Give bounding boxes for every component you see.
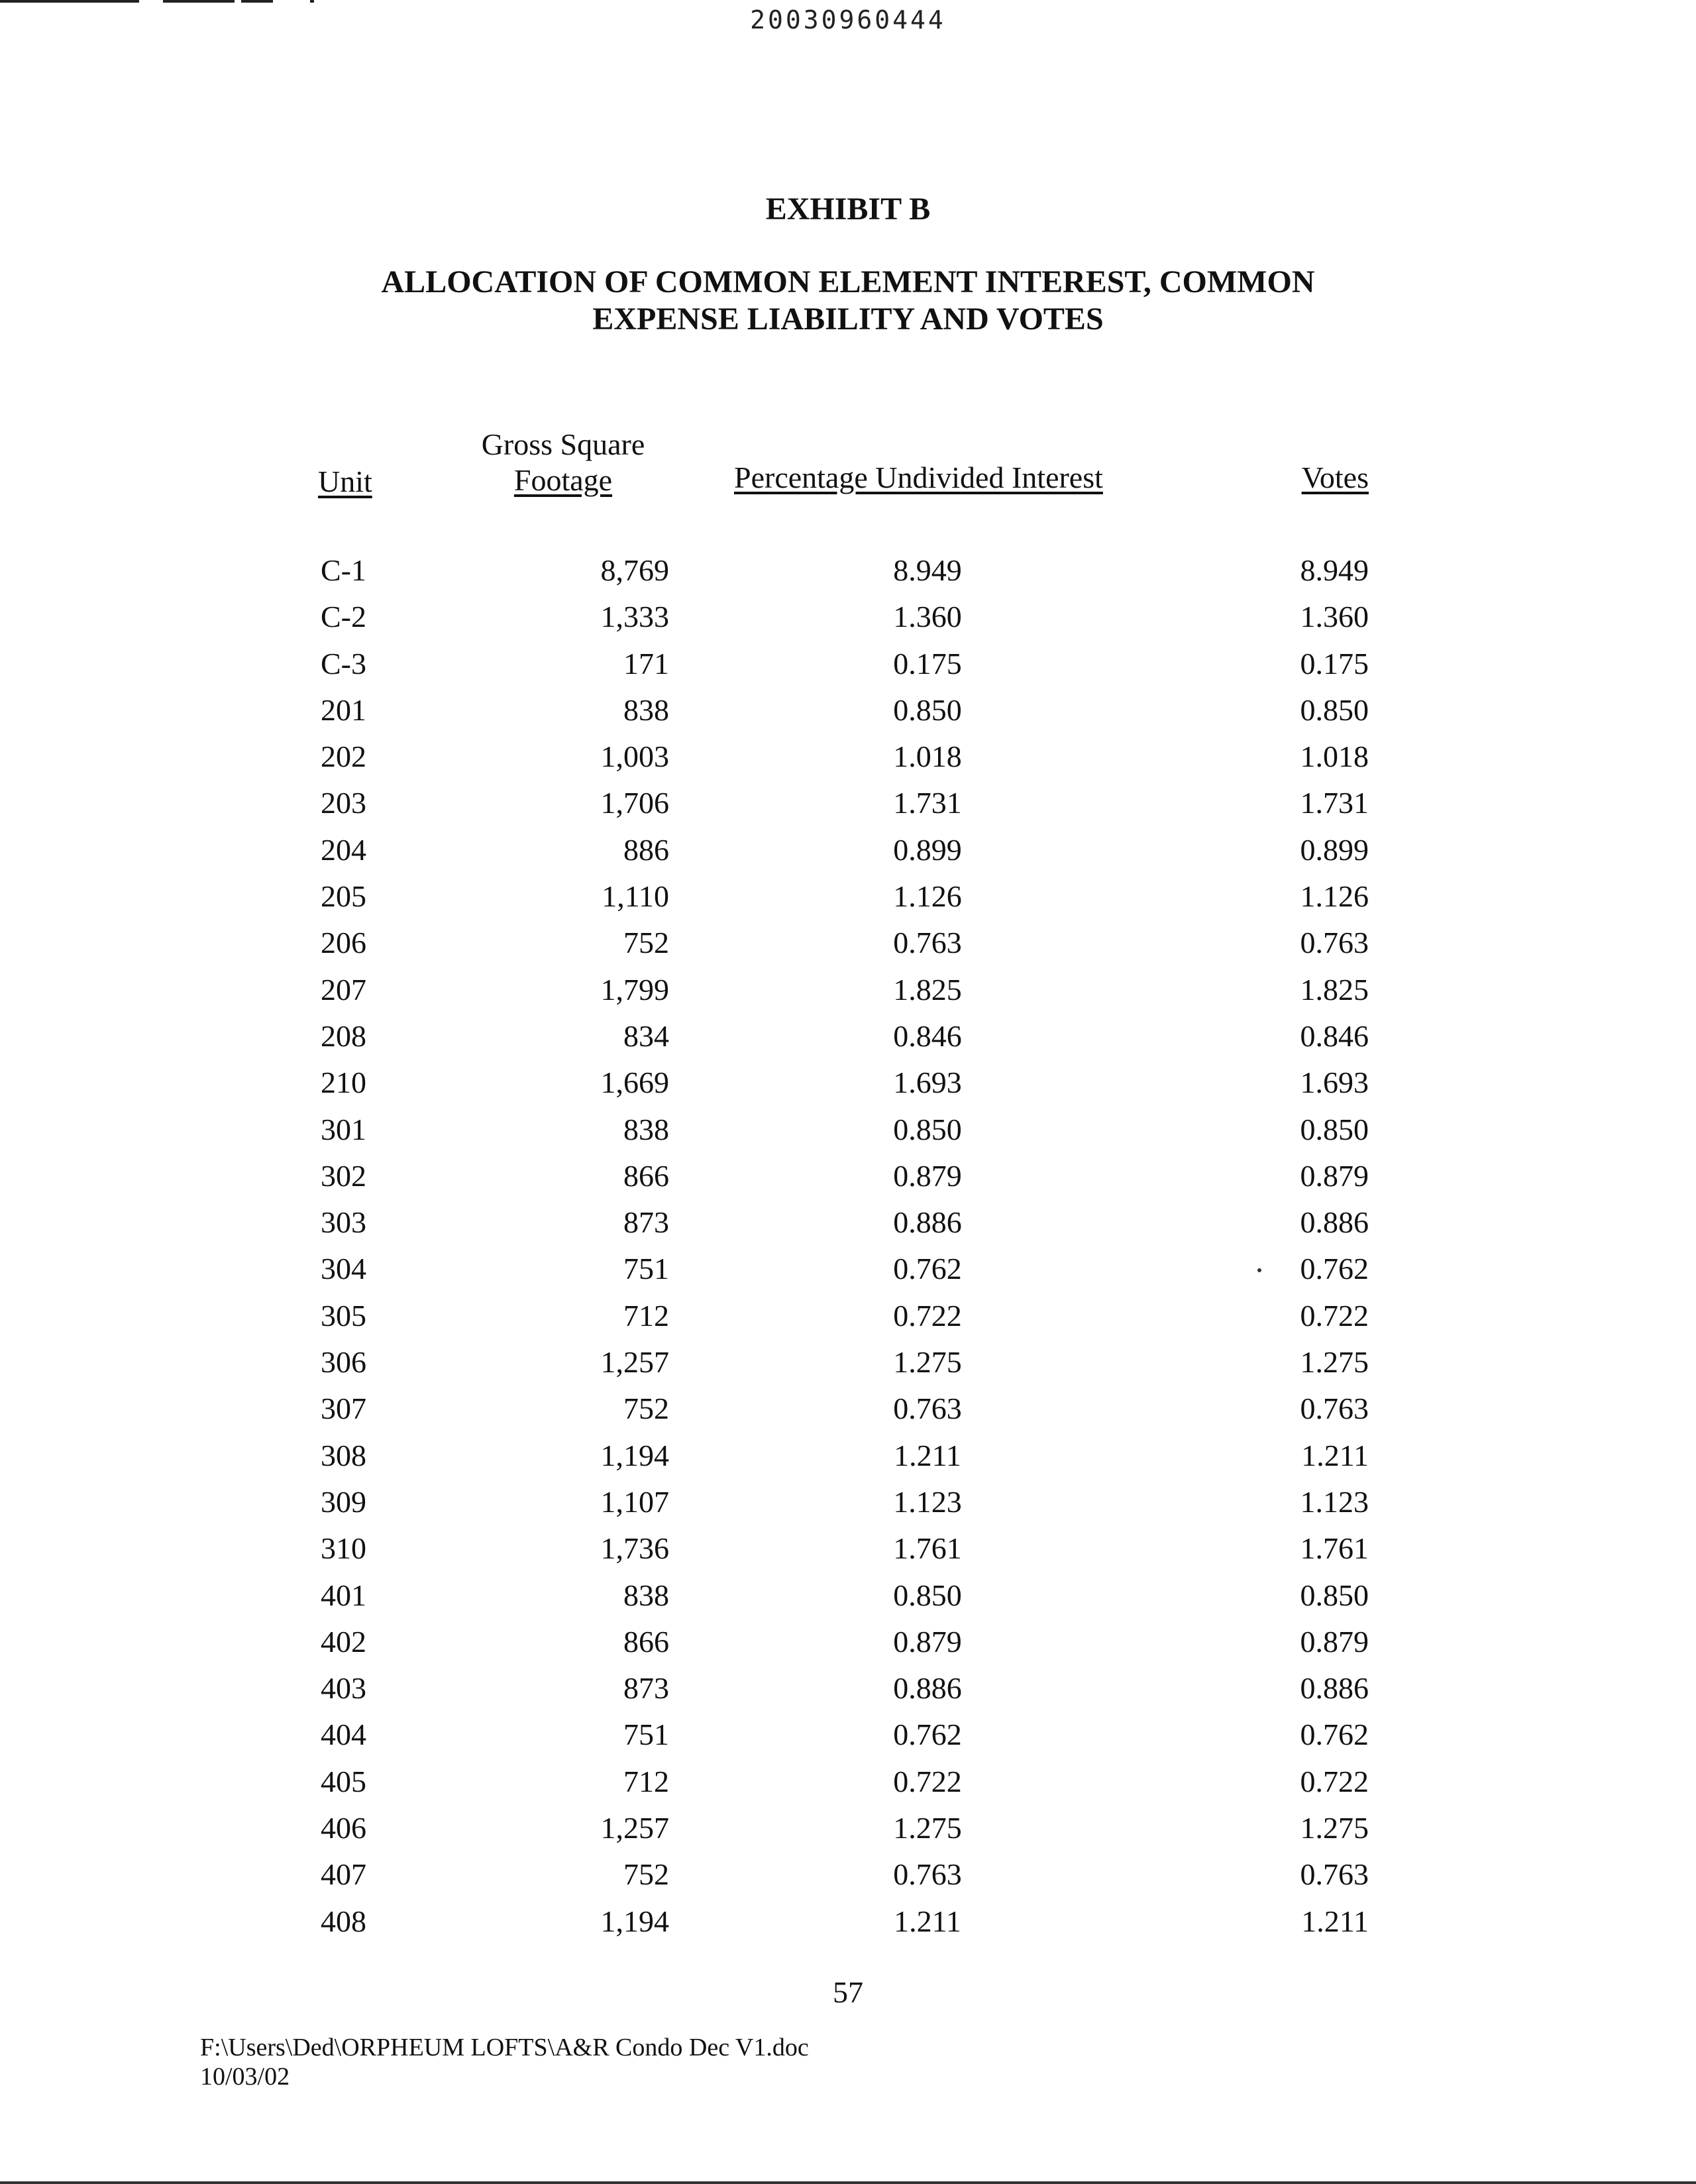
subtitle-line-2: EXPENSE LIABILITY AND VOTES — [592, 301, 1104, 337]
unit-cell: 201 — [321, 692, 366, 727]
percentage-cell: 1.275 — [893, 1811, 962, 1845]
votes-cell: 0.850 — [1300, 1578, 1369, 1612]
unit-cell: 401 — [321, 1578, 366, 1612]
votes-cell: 0.846 — [1300, 1018, 1369, 1053]
votes-cell: 0.886 — [1300, 1671, 1369, 1706]
exhibit-subtitle — [0, 264, 1696, 338]
votes-cell: 0.879 — [1300, 1158, 1369, 1193]
square-footage-cell: 752 — [623, 1392, 669, 1426]
unit-cell: 205 — [321, 879, 366, 914]
scan-artifact-bottom-rule — [0, 2181, 1696, 2184]
percentage-cell: 0.886 — [893, 1205, 962, 1240]
votes-cell: 1.211 — [1301, 1438, 1369, 1472]
percentage-cell: 0.763 — [893, 1392, 962, 1426]
square-footage-cell: 834 — [623, 1018, 669, 1053]
square-footage-cell: 751 — [623, 1252, 669, 1286]
footer-date: 10/03/02 — [200, 2063, 290, 2091]
column-header-votes: Votes — [1301, 461, 1369, 494]
square-footage-cell: 1,257 — [600, 1345, 669, 1380]
table-row — [0, 1578, 1696, 1624]
percentage-cell: 0.899 — [893, 832, 962, 867]
unit-cell: 303 — [321, 1205, 366, 1240]
table-row — [0, 599, 1696, 645]
scan-artifact-rule — [241, 0, 273, 3]
scan-speck — [1257, 1268, 1261, 1272]
table-row — [0, 553, 1696, 599]
footer-file-path: F:\Users\Ded\ORPHEUM LOFTS\A&R Condo Dec V1.doc — [200, 2034, 809, 2061]
percentage-cell: 0.850 — [893, 1578, 962, 1612]
unit-cell: 208 — [321, 1018, 366, 1053]
square-footage-cell: 712 — [623, 1298, 669, 1333]
table-row — [0, 1810, 1696, 1857]
unit-cell: 407 — [321, 1857, 366, 1892]
unit-cell: 210 — [321, 1065, 366, 1100]
unit-cell: 204 — [321, 832, 366, 867]
percentage-cell: 1.018 — [893, 739, 962, 774]
unit-cell: 405 — [321, 1764, 366, 1798]
votes-cell: 0.175 — [1300, 646, 1369, 681]
table-row — [0, 1670, 1696, 1717]
unit-cell: 203 — [321, 786, 366, 820]
percentage-cell: 0.879 — [893, 1158, 962, 1193]
votes-cell: 0.763 — [1300, 1857, 1369, 1892]
table-row — [0, 972, 1696, 1018]
square-footage-cell: 1,799 — [600, 972, 669, 1007]
percentage-cell: 0.850 — [893, 1112, 962, 1146]
votes-cell: 0.886 — [1300, 1205, 1369, 1240]
square-footage-cell: 1,110 — [602, 879, 669, 914]
square-footage-cell: 866 — [623, 1624, 669, 1659]
square-footage-cell: 752 — [623, 1857, 669, 1892]
votes-cell: 1.761 — [1300, 1531, 1369, 1566]
unit-cell: 408 — [321, 1904, 366, 1938]
scan-artifact-rule — [310, 0, 314, 3]
unit-cell: 403 — [321, 1671, 366, 1706]
votes-cell: 1.211 — [1301, 1904, 1369, 1938]
votes-cell: 1.018 — [1300, 739, 1369, 774]
table-row — [0, 1344, 1696, 1391]
scan-artifact-rule — [163, 0, 235, 3]
percentage-cell: 8.949 — [893, 553, 962, 587]
unit-cell: C-2 — [321, 600, 366, 634]
square-footage-cell: 838 — [623, 1112, 669, 1146]
unit-cell: C-3 — [321, 646, 366, 681]
square-footage-cell: 886 — [623, 832, 669, 867]
unit-cell: 304 — [321, 1252, 366, 1286]
square-footage-cell: 712 — [623, 1764, 669, 1798]
votes-cell: 0.763 — [1300, 926, 1369, 960]
unit-cell: 206 — [321, 926, 366, 960]
square-footage-cell: 873 — [623, 1671, 669, 1706]
percentage-cell: 0.846 — [893, 1018, 962, 1053]
votes-cell: 0.850 — [1300, 692, 1369, 727]
votes-cell: 0.879 — [1300, 1624, 1369, 1659]
column-header-gross-square-footage — [464, 427, 662, 498]
table-row — [0, 739, 1696, 785]
square-footage-cell: 1,669 — [600, 1065, 669, 1100]
table-row — [0, 1764, 1696, 1810]
percentage-cell: 1.211 — [894, 1904, 961, 1938]
table-row — [0, 1438, 1696, 1484]
votes-cell: 1.693 — [1300, 1065, 1369, 1100]
votes-cell: 0.899 — [1300, 832, 1369, 867]
square-footage-cell: 873 — [623, 1205, 669, 1240]
percentage-cell: 0.763 — [893, 926, 962, 960]
percentage-cell: 1.126 — [893, 879, 962, 914]
percentage-cell: 0.879 — [893, 1624, 962, 1659]
percentage-cell: 0.762 — [893, 1252, 962, 1286]
table-row — [0, 1158, 1696, 1205]
votes-cell: 0.763 — [1300, 1392, 1369, 1426]
table-row — [0, 1531, 1696, 1577]
unit-cell: 302 — [321, 1158, 366, 1193]
percentage-cell: 0.722 — [893, 1298, 962, 1333]
percentage-cell: 0.850 — [893, 692, 962, 727]
table-row — [0, 1857, 1696, 1903]
table-row — [0, 1484, 1696, 1531]
table-row — [0, 1717, 1696, 1763]
table-row — [0, 1112, 1696, 1158]
square-footage-cell: 1,194 — [600, 1438, 669, 1472]
percentage-cell: 1.693 — [893, 1065, 962, 1100]
column-header-unit: Unit — [318, 464, 372, 498]
percentage-cell: 0.175 — [893, 646, 962, 681]
unit-cell: 305 — [321, 1298, 366, 1333]
table-row — [0, 1018, 1696, 1065]
table-row — [0, 1205, 1696, 1251]
table-row — [0, 1251, 1696, 1297]
unit-cell: 309 — [321, 1484, 366, 1519]
unit-cell: 308 — [321, 1438, 366, 1472]
unit-cell: 301 — [321, 1112, 366, 1146]
square-footage-cell: 751 — [623, 1718, 669, 1752]
table-row — [0, 1904, 1696, 1950]
percentage-cell: 0.722 — [893, 1764, 962, 1798]
exhibit-title: EXHIBIT B — [765, 191, 931, 227]
table-row — [0, 1065, 1696, 1111]
table-row — [0, 925, 1696, 971]
percentage-cell: 1.275 — [893, 1345, 962, 1380]
footer — [200, 2033, 809, 2091]
table-row — [0, 785, 1696, 832]
square-footage-cell: 1,333 — [600, 600, 669, 634]
percentage-cell: 0.763 — [893, 1857, 962, 1892]
percentage-cell: 1.360 — [893, 600, 962, 634]
votes-cell: 8.949 — [1300, 553, 1369, 587]
square-footage-cell: 171 — [623, 646, 669, 681]
votes-cell: 0.762 — [1300, 1718, 1369, 1752]
unit-cell: 307 — [321, 1392, 366, 1426]
square-footage-cell: 1,706 — [600, 786, 669, 820]
square-footage-cell: 1,194 — [600, 1904, 669, 1938]
votes-cell: 1.275 — [1300, 1345, 1369, 1380]
square-footage-cell: 1,736 — [600, 1531, 669, 1566]
percentage-cell: 1.761 — [893, 1531, 962, 1566]
votes-cell: 0.722 — [1300, 1764, 1369, 1798]
square-footage-cell: 1,107 — [600, 1484, 669, 1519]
percentage-cell: 1.825 — [893, 972, 962, 1007]
percentage-cell: 1.731 — [893, 786, 962, 820]
votes-cell: 1.126 — [1300, 879, 1369, 914]
unit-cell: 404 — [321, 1718, 366, 1752]
votes-cell: 1.731 — [1300, 786, 1369, 820]
votes-cell: 0.722 — [1300, 1298, 1369, 1333]
table-row — [0, 1298, 1696, 1344]
percentage-cell: 1.123 — [893, 1484, 962, 1519]
votes-cell: 1.123 — [1300, 1484, 1369, 1519]
allocation-table — [0, 553, 1696, 1950]
unit-cell: 310 — [321, 1531, 366, 1566]
gross-header-line-1: Gross Square — [481, 427, 645, 461]
document-number: 20030960444 — [750, 5, 946, 34]
subtitle-line-1: ALLOCATION OF COMMON ELEMENT INTEREST, COMMON — [381, 264, 1315, 300]
square-footage-cell: 838 — [623, 1578, 669, 1612]
unit-cell: 202 — [321, 739, 366, 774]
votes-cell: 1.275 — [1300, 1811, 1369, 1845]
votes-cell: 0.762 — [1300, 1252, 1369, 1286]
square-footage-cell: 1,257 — [600, 1811, 669, 1845]
table-row — [0, 1391, 1696, 1437]
column-header-percentage: Percentage Undivided Interest — [734, 461, 1103, 494]
table-row — [0, 879, 1696, 925]
page-number: 57 — [833, 1975, 863, 2009]
square-footage-cell: 1,003 — [600, 739, 669, 774]
gross-header-line-2: Footage — [513, 463, 613, 497]
percentage-cell: 1.211 — [894, 1438, 961, 1472]
table-row — [0, 692, 1696, 739]
square-footage-cell: 866 — [623, 1158, 669, 1193]
table-row — [0, 646, 1696, 692]
scan-artifact-rule — [0, 0, 139, 3]
unit-cell: C-1 — [321, 553, 366, 587]
votes-cell: 1.825 — [1300, 972, 1369, 1007]
square-footage-cell: 8,769 — [600, 553, 669, 587]
unit-cell: 207 — [321, 972, 366, 1007]
square-footage-cell: 838 — [623, 692, 669, 727]
votes-cell: 1.360 — [1300, 600, 1369, 634]
votes-cell: 0.850 — [1300, 1112, 1369, 1146]
table-row — [0, 832, 1696, 879]
unit-cell: 306 — [321, 1345, 366, 1380]
percentage-cell: 0.886 — [893, 1671, 962, 1706]
unit-cell: 406 — [321, 1811, 366, 1845]
percentage-cell: 0.762 — [893, 1718, 962, 1752]
square-footage-cell: 752 — [623, 926, 669, 960]
table-row — [0, 1624, 1696, 1670]
unit-cell: 402 — [321, 1624, 366, 1659]
